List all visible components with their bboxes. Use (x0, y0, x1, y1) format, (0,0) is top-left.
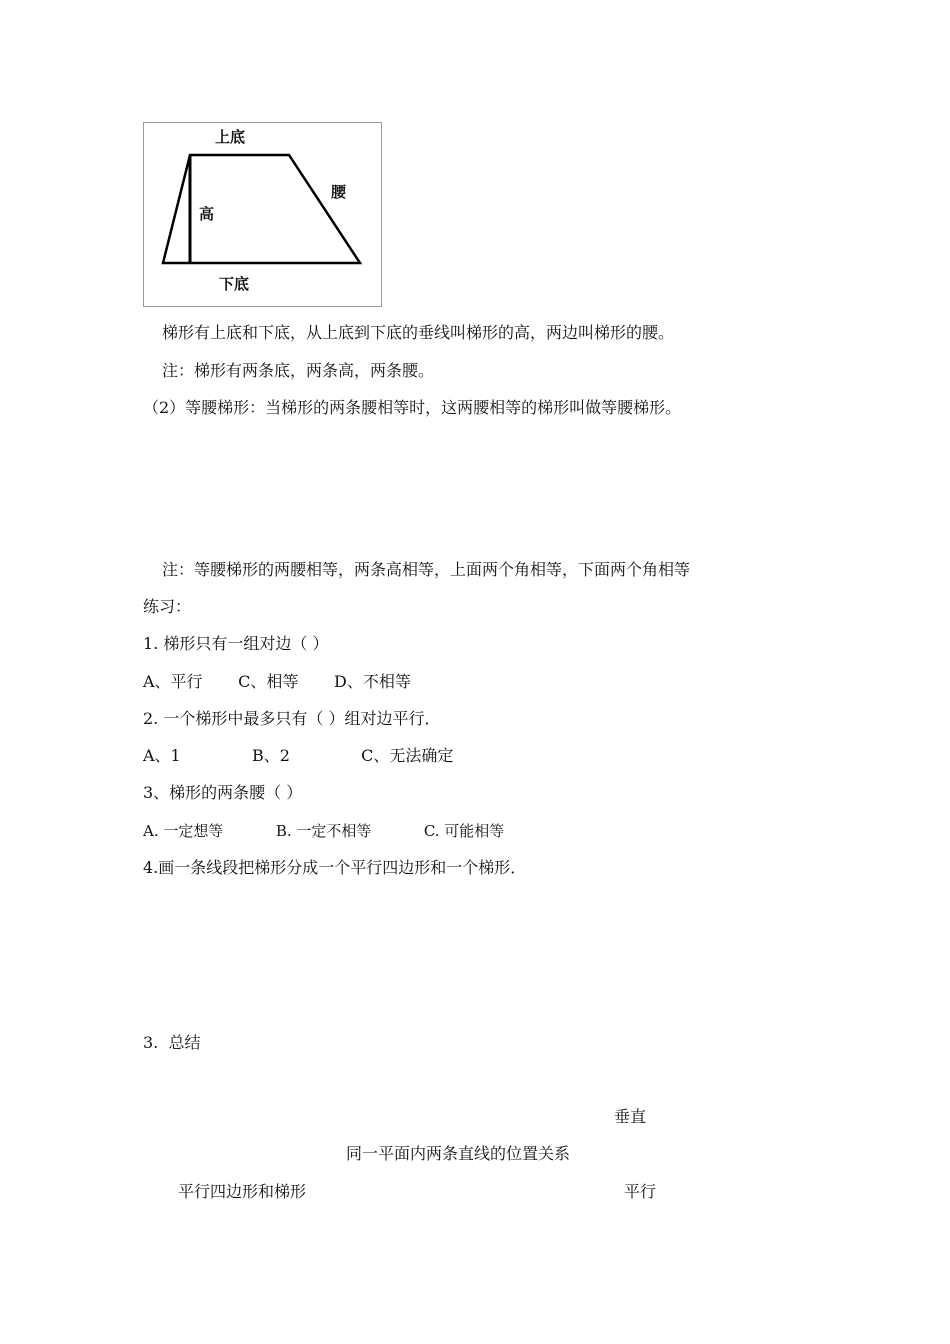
question-1: 1. 梯形只有一组对边（ ） (143, 634, 329, 653)
label-bottom-base: 下底 (219, 275, 250, 293)
paragraph-isosceles-definition: （2）等腰梯形：当梯形的两条腰相等时，这两腰相等的梯形叫做等腰梯形。 (143, 398, 682, 417)
question-3-options: A. 一定想等 B. 一定不相等 C. 可能相等 (143, 822, 505, 840)
question-2-options: A、1 B、2 C、无法确定 (143, 746, 454, 765)
paragraph-note-2: 注：等腰梯形的两腰相等，两条高相等，上面两个角相等，下面两个角相等 (162, 560, 691, 579)
label-top-base: 上底 (215, 128, 246, 146)
question-2: 2. 一个梯形中最多只有（ ）组对边平行． (143, 709, 441, 728)
question-4: 4.画一条线段把梯形分成一个平行四边形和一个梯形． (143, 858, 527, 877)
question-1-options: A、平行 C、相等 D、不相等 (143, 672, 411, 691)
label-height: 高 (199, 205, 215, 223)
summary-parallelogram-trapezoid: 平行四边形和梯形 (178, 1182, 307, 1201)
label-leg: 腰 (331, 183, 347, 201)
summary-parallel: 平行 (624, 1182, 657, 1201)
paragraph-trapezoid-definition: 梯形有上底和下底，从上底到下底的垂线叫梯形的高，两边叫梯形的腰。 (162, 323, 675, 342)
summary-heading: 3. 总结 (143, 1033, 201, 1052)
summary-vertical: 垂直 (614, 1107, 647, 1126)
exercise-title: 练习： (143, 597, 192, 616)
summary-relation: 同一平面内两条直线的位置关系 (346, 1144, 571, 1163)
paragraph-note-1: 注：梯形有两条底，两条高，两条腰。 (162, 361, 435, 380)
trapezoid-shape (163, 155, 360, 263)
trapezoid-figure (143, 122, 382, 307)
trapezoid-diagram (144, 123, 381, 306)
question-3: 3、梯形的两条腰（ ） (143, 783, 303, 802)
